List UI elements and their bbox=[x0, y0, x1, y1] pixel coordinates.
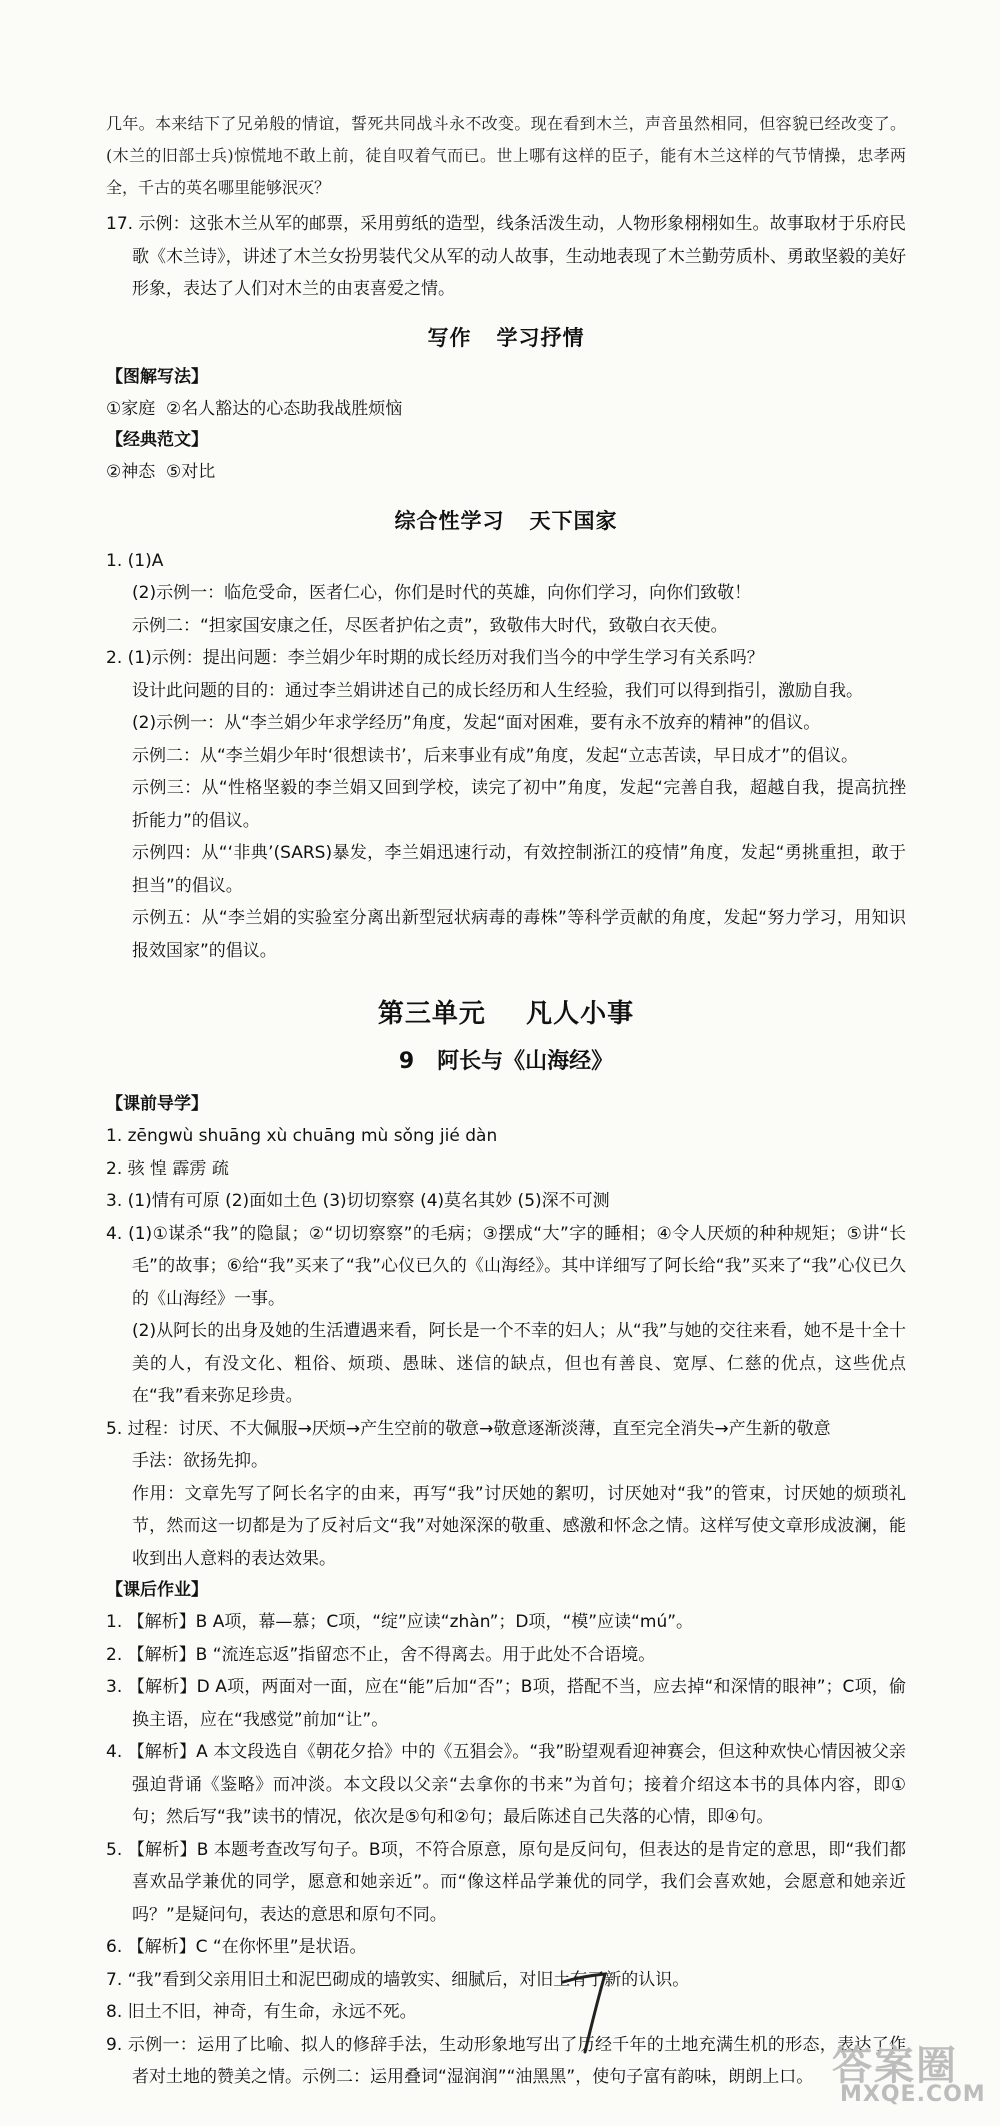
list-item: 示例三：从“性格坚毅的李兰娟又回到学校，读完了初中”角度，发起“完善自我，超越自我，提高抗挫折能力”的倡议。 bbox=[132, 778, 906, 831]
list-item: (2)示例一：临危受命，医者仁心，你们是时代的英雄，向你们学习，向你们致敬！ bbox=[132, 583, 752, 603]
unit-heading: 第三单元 凡人小事 bbox=[377, 999, 635, 1029]
list-item: 1. zēngwù shuāng xù chuāng mù sǒng jié dàn bbox=[106, 1126, 498, 1146]
handwritten-page-number bbox=[555, 1960, 615, 2060]
watermark-text: 答案圈 bbox=[832, 2043, 958, 2089]
watermark-url: MXQE.COM bbox=[840, 2082, 986, 2107]
lesson-heading: 9 阿长与《山海经》 bbox=[398, 1049, 614, 1074]
list-item: 9. 示例一：运用了比喻、拟人的修辞手法，生动形象地写出了历经千年的土地充满生机的形态，表达了作者对土地的赞美之情。示例二：运用叠词“湿润润”“油黑黑”，使句子富有韵味，朗朗上口。 bbox=[106, 2034, 906, 2087]
list-item: 5. 【解析】B 本题考查改写句子。B项，不符合原意，原句是反问句，但表达的是肯定的意思，即“我们都喜欢品学兼优的同学，愿意和她亲近”。而“像这样品学兼优的同学，我们会喜欢她，会愿意和她亲近吗？”是疑问句，表达的意思和原句不同。 bbox=[106, 1839, 906, 1925]
list-item: 3. 【解析】D A项，两面对一面，应在“能”后加“否”；B项，搭配不当，应去掉“和深情的眼神”；C项，偷换主语，应在“我感觉”前加“让”。 bbox=[106, 1677, 906, 1730]
writing-line-2: ②神态 ⑤对比 bbox=[106, 462, 216, 482]
list-item: 5. 过程：讨厌、不大佩服→厌烦→产生空前的敬意→敬意逐渐淡薄，直至完全消失→产生新的敬意 bbox=[106, 1418, 831, 1439]
preview-list bbox=[106, 1120, 906, 1575]
page-content bbox=[106, 108, 906, 2094]
list-item: 2. 【解析】B “流连忘返”指留恋不止，舍不得离去。用于此处不合语境。 bbox=[106, 1644, 656, 1665]
intro-paragraph bbox=[106, 108, 906, 204]
tag-homework: 【课后作业】 bbox=[106, 1580, 208, 1600]
list-item: 示例四：从“‘非典’(SARS)暴发，李兰娟迅速行动，有效控制浙江的疫情”角度，发起“勇挑重担，敢于担当”的倡议。 bbox=[132, 843, 906, 896]
comprehensive-list bbox=[106, 545, 906, 968]
question-17: 17. 示例：这张木兰从军的邮票，采用剪纸的造型，线条活泼生动，人物形象栩栩如生。故事取材于乐府民歌《木兰诗》，讲述了木兰女扮男装代父从军的动人故事，生动地表现了木兰勤劳质朴、勇敢坚毅的美好形象，表达了人们对木兰的由衷喜爱之情。 bbox=[106, 214, 906, 299]
list-item: 示例五：从“李兰娟的实验室分离出新型冠状病毒的毒株”等科学贡献的角度，发起“努力学习，用知识报效国家”的倡议。 bbox=[132, 908, 906, 961]
section-heading-comprehensive: 综合性学习 天下国家 bbox=[394, 508, 618, 533]
list-item: 示例二：从“李兰娟少年时‘很想读书’，后来事业有成”角度，发起“立志苦读，早日成才”的倡议。 bbox=[132, 745, 859, 766]
writing-line-1: ①家庭 ②名人豁达的心态助我战胜烦恼 bbox=[106, 398, 403, 419]
section-heading-writing: 写作 学习抒情 bbox=[427, 325, 585, 350]
list-item: 2. 骇 惶 霹雳 疏 bbox=[106, 1158, 229, 1179]
list-item: 作用：文章先写了阿长名字的由来，再写“我”讨厌她的絮叨，讨厌她对“我”的管束，讨厌她的烦琐礼节，然而这一切都是为了反衬后文“我”对她深深的敬重、感激和怀念之情。这样写使文章形成波澜，能收到出人意料的表达效果。 bbox=[132, 1483, 906, 1569]
list-item: 设计此问题的目的：通过李兰娟讲述自己的成长经历和人生经验，我们可以得到指引，激励自我。 bbox=[132, 680, 863, 701]
list-item: (2)示例一：从“李兰娟少年求学经历”角度，发起“面对困难，要有永不放弃的精神”的倡议。 bbox=[132, 713, 821, 733]
list-item: 示例二：“担家国安康之任，尽医者护佑之责”，致敬伟大时代，致敬白衣天使。 bbox=[132, 615, 728, 636]
list-item: 3. (1)情有可原 (2)面如土色 (3)切切察察 (4)莫名其妙 (5)深不可测 bbox=[106, 1191, 610, 1211]
tag-illustrated-writing: 【图解写法】 bbox=[106, 366, 208, 387]
list-item: 手法：欲扬先抑。 bbox=[132, 1451, 268, 1471]
homework-list bbox=[106, 1606, 906, 2094]
tag-classic-essay: 【经典范文】 bbox=[106, 430, 208, 450]
list-item: 4. (1)①谋杀“我”的隐鼠；②“切切察察”的毛病；③摆成“大”字的睡相；④令人厌烦的种种规矩；⑤讲“长毛”的故事；⑥给“我”买来了“我”心仪已久的《山海经》。其中详细写了阿长给“我”买来了“我”心仪已久的《山海经》一事。 bbox=[106, 1223, 906, 1309]
intro-line: 几年。本来结下了兄弟般的情谊，誓死共同战斗永不改变。现在看到木兰，声音虽然相同，但容貌已经改变了。(木兰的旧部士兵)惊慌地不敢上前，徒自叹着气而已。世上哪有这样的臣子，能有木兰这样的气节情操，忠孝两全，千古的英名哪里能够泯灭？ bbox=[106, 114, 906, 197]
list-item: 8. 旧土不旧，神奇，有生命，永远不死。 bbox=[106, 2002, 417, 2022]
list-item: 7. “我”看到父亲用旧土和泥巴砌成的墙敦实、细腻后，对旧土有了新的认识。 bbox=[106, 1969, 690, 1990]
list-item: 4. 【解析】A 本文段选自《朝花夕拾》中的《五猖会》。“我”盼望观看迎神赛会，但这种欢快心情因被父亲强迫背诵《鉴略》而冲淡。本文段以父亲“去拿你的书来”为首句；接着介绍这本书的具体内容，即①句；然后写“我”读书的情况，依次是⑤句和②句；最后陈述自己失落的心情，即④句。 bbox=[106, 1742, 906, 1827]
list-item: 1. (1)A bbox=[106, 550, 164, 571]
watermark-logo bbox=[818, 2034, 986, 2112]
list-item: 2. (1)示例：提出问题：李兰娟少年时期的成长经历对我们当今的中学生学习有关系吗？ bbox=[106, 648, 764, 668]
list-item: (2)从阿长的出身及她的生活遭遇来看，阿长是一个不幸的妇人；从“我”与她的交往来看，她不是十全十美的人，有没文化、粗俗、烦琐、愚昧、迷信的缺点，但也有善良、宽厚、仁慈的优点，这些优点在“我”看来弥足珍贵。 bbox=[132, 1321, 906, 1406]
list-item: 6. 【解析】C “在你怀里”是状语。 bbox=[106, 1937, 367, 1957]
list-item: 1. 【解析】B A项，幕—慕；C项，“绽”应读“zhàn”；D项，“模”应读“mú”。 bbox=[106, 1612, 694, 1632]
tag-preview: 【课前导学】 bbox=[106, 1094, 208, 1114]
